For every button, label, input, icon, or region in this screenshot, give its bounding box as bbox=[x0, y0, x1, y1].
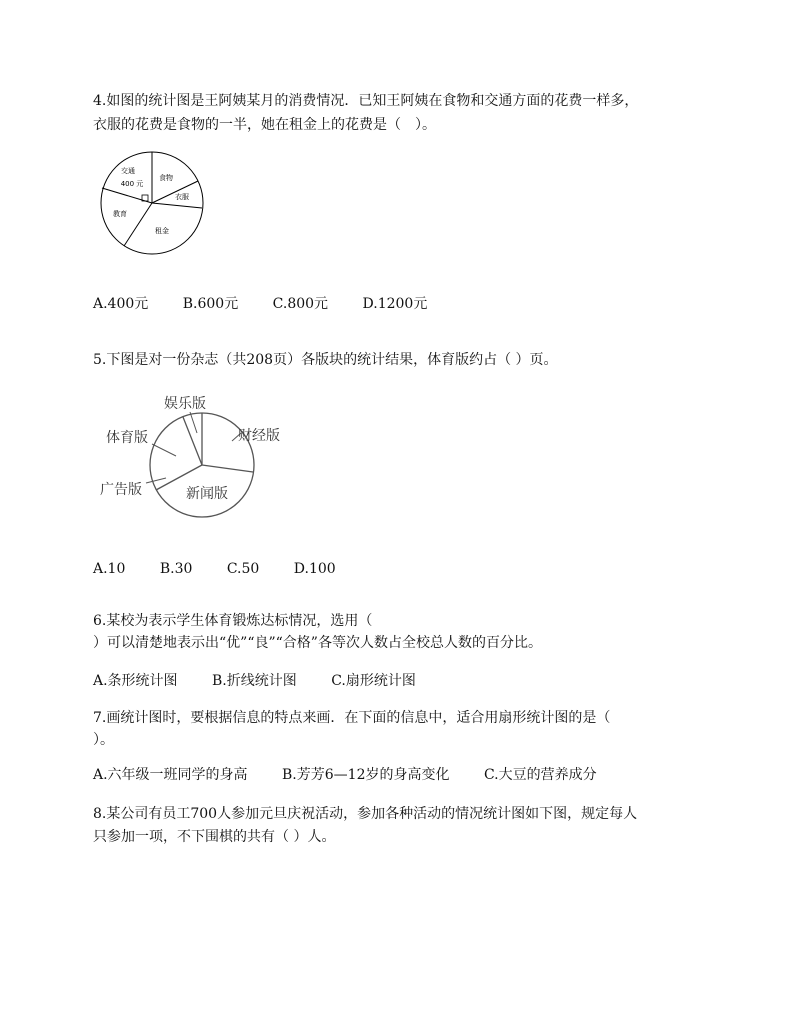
q7-options bbox=[93, 765, 627, 785]
q5-option-a[interactable]: A.10 bbox=[93, 561, 126, 577]
q4-pie-chart bbox=[96, 150, 216, 262]
label-clothes: 衣服 bbox=[175, 193, 189, 201]
q6-options bbox=[93, 671, 446, 691]
q5-option-d[interactable]: D.100 bbox=[293, 561, 336, 577]
label-sports: 体育版 bbox=[106, 430, 148, 446]
q4-option-c[interactable]: C.800元 bbox=[272, 296, 329, 312]
q6-option-c[interactable]: C.扇形统计图 bbox=[331, 673, 416, 689]
q4-option-a[interactable]: A.400元 bbox=[93, 296, 149, 312]
label-ads: 广告版 bbox=[100, 482, 142, 498]
q6-option-b[interactable]: B.折线统计图 bbox=[212, 673, 297, 689]
q7-option-c[interactable]: C.大豆的营养成分 bbox=[483, 767, 597, 783]
q8-text-line2: 只参加一项，不下围棋的共有（ ）人。 bbox=[93, 829, 336, 845]
q5-options bbox=[93, 559, 366, 579]
q4-options bbox=[93, 294, 457, 314]
label-finance: 财经版 bbox=[238, 428, 280, 444]
label-traffic-amount: 400 元 bbox=[120, 180, 144, 188]
label-traffic: 交通 bbox=[121, 167, 135, 175]
q5-option-b[interactable]: B.30 bbox=[159, 561, 193, 577]
q4-text-line1: 4.如图的统计图是王阿姨某月的消费情况．已知王阿姨在食物和交通方面的花费一样多， bbox=[93, 93, 639, 109]
q6-option-a[interactable]: A.条形统计图 bbox=[93, 673, 178, 689]
q7-text-line1: 7.画统计图时，要根据信息的特点来画．在下面的信息中，适合用扇形统计图的是（ bbox=[93, 710, 611, 726]
q7-option-b[interactable]: B.芳芳6—12岁的身高变化 bbox=[282, 767, 450, 783]
label-entertainment: 娱乐版 bbox=[164, 396, 206, 412]
q7-text-line2: ）。 bbox=[93, 732, 114, 748]
label-food: 食物 bbox=[159, 174, 173, 182]
q5-text-line1: 5.下图是对一份杂志（共208页）各版块的统计结果，体育版约占（ ）页。 bbox=[93, 352, 558, 368]
q7-option-a[interactable]: A.六年级一班同学的身高 bbox=[93, 767, 248, 783]
label-rent: 租金 bbox=[155, 227, 169, 235]
q4-text-line2: 衣服的花费是食物的一半，她在租金上的花费是（ ）。 bbox=[93, 117, 436, 133]
label-news: 新闻版 bbox=[186, 486, 228, 502]
q6-text-line1: 6.某校为表示学生体育锻炼达标情况，选用（ bbox=[93, 613, 373, 629]
q4-option-d[interactable]: D.1200元 bbox=[362, 296, 428, 312]
q6-text-line2: ）可以清楚地表示出“优”“良”“合格”各等次人数占全校总人数的百分比。 bbox=[93, 635, 542, 651]
q5-option-c[interactable]: C.50 bbox=[226, 561, 260, 577]
q4-option-b[interactable]: B.600元 bbox=[182, 296, 239, 312]
label-education: 教育 bbox=[113, 210, 127, 218]
q8-text-line1: 8.某公司有员工700人参加元旦庆祝活动，参加各种活动的情况统计图如下图，规定每人 bbox=[93, 806, 638, 822]
q5-pie-chart bbox=[94, 388, 314, 528]
